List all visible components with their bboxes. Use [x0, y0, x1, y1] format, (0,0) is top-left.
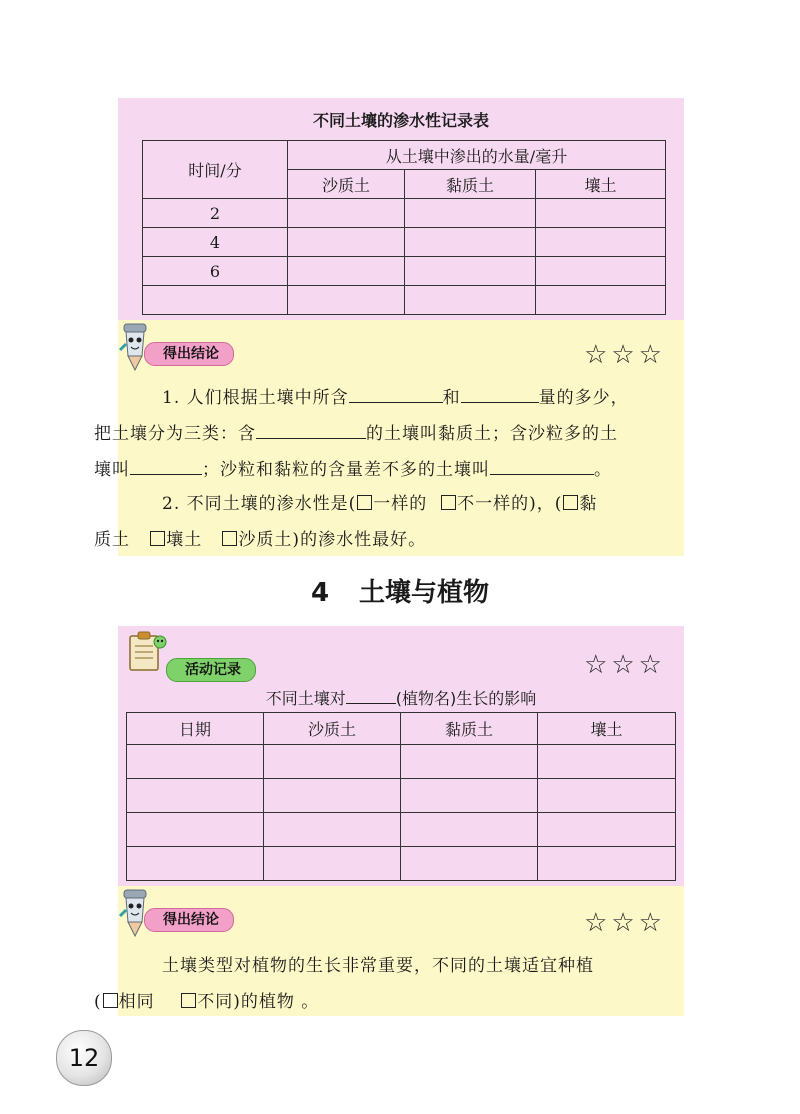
fill-blank[interactable] [490, 454, 594, 475]
data-cell[interactable] [288, 199, 405, 228]
text-run: 质土 [94, 530, 130, 550]
conclusion-section-1 [94, 320, 684, 556]
data-cell[interactable] [538, 847, 676, 881]
soil-header-loam: 壤土 [536, 170, 666, 199]
text-run: 黏 [579, 494, 598, 514]
rating-stars[interactable]: ☆☆☆ [584, 650, 666, 680]
fill-blank[interactable] [349, 382, 443, 403]
fill-blank[interactable] [461, 382, 539, 403]
text-run: 沙质土)的渗水性最好。 [238, 530, 427, 550]
text-run: 的土壤叫黏质土；含沙粒多的土 [366, 424, 618, 444]
checkbox[interactable] [150, 531, 165, 546]
data-cell[interactable] [264, 847, 401, 881]
data-cell[interactable] [127, 779, 264, 813]
table-title: 不同土壤的渗水性记录表 [312, 111, 489, 130]
text-run: 量的多少， [538, 388, 629, 408]
data-cell[interactable] [288, 286, 405, 315]
conclusion-paragraph-2 [94, 486, 674, 558]
time-cell: 6 [143, 257, 288, 286]
checkbox[interactable] [441, 495, 456, 510]
table-row [143, 257, 666, 286]
seepage-record-table [142, 140, 666, 315]
table-row [143, 199, 666, 228]
fill-blank[interactable] [256, 418, 366, 439]
activity-badge: 活动记录 [166, 658, 256, 682]
checkbox[interactable] [563, 495, 578, 510]
data-cell[interactable] [264, 813, 401, 847]
text-run: 不同)的植物 。 [197, 992, 320, 1012]
text-run: 壤叫 [94, 460, 130, 480]
text-run: 不同土壤对 [265, 689, 346, 708]
soil-header-clay: 黏质土 [405, 170, 536, 199]
conclusion-section-2 [94, 886, 684, 1016]
checkbox[interactable] [222, 531, 237, 546]
rating-stars[interactable]: ☆☆☆ [584, 340, 666, 370]
text-run: (植物名)生长的影响 [395, 689, 537, 708]
data-cell[interactable] [538, 745, 676, 779]
text-run: 把土壤分为三类：含 [94, 424, 256, 444]
time-header: 时间/分 [143, 141, 288, 199]
rating-stars[interactable]: ☆☆☆ [584, 908, 666, 938]
text-run: 相同 [118, 992, 155, 1012]
data-cell[interactable] [288, 228, 405, 257]
data-cell[interactable] [401, 813, 538, 847]
data-cell[interactable] [288, 257, 405, 286]
data-cell[interactable] [536, 228, 666, 257]
text-run: ( [94, 992, 102, 1012]
data-cell[interactable] [264, 745, 401, 779]
plant-name-blank[interactable] [346, 687, 396, 704]
table-row [127, 847, 676, 881]
data-cell[interactable] [127, 745, 264, 779]
text-run: 1. 人们根据土壤中所含 [162, 388, 349, 408]
date-header: 日期 [127, 713, 264, 745]
data-cell[interactable] [538, 813, 676, 847]
conclusion-badge: 得出结论 [144, 342, 234, 366]
seepage-record-section [118, 98, 684, 320]
data-cell[interactable] [536, 199, 666, 228]
section-heading [0, 572, 800, 609]
soil-header-clay: 黏质土 [401, 713, 538, 745]
page-number: 12 [56, 1030, 112, 1086]
text-run: 壤土 [166, 530, 203, 550]
table-row [127, 745, 676, 779]
activity-table-title [118, 686, 684, 709]
clipboard-mascot-icon [126, 630, 168, 674]
text-run: 一样的 [373, 494, 428, 514]
table-row [127, 813, 676, 847]
checkbox[interactable] [357, 495, 372, 510]
table-row [143, 286, 666, 315]
text-run: 土壤类型对植物的生长非常重要，不同的土壤适宜种植 [162, 956, 594, 976]
data-cell[interactable] [401, 779, 538, 813]
text-run: 。 [594, 460, 612, 480]
data-cell[interactable] [536, 286, 666, 315]
soil-header-loam: 壤土 [538, 713, 676, 745]
conclusion-paragraph [94, 948, 674, 1020]
time-cell: 4 [143, 228, 288, 257]
conclusion-badge-group [118, 894, 318, 938]
data-cell[interactable] [405, 257, 536, 286]
table-row [143, 228, 666, 257]
water-amount-header: 从土壤中渗出的水量/毫升 [288, 141, 666, 170]
data-cell[interactable] [127, 847, 264, 881]
section-number: 4 [310, 578, 330, 608]
text-run: ；沙粒和黏粒的含量差不多的土壤叫 [202, 460, 490, 480]
data-cell[interactable] [127, 813, 264, 847]
conclusion-paragraph-1 [94, 380, 674, 488]
data-cell[interactable] [536, 257, 666, 286]
activity-badge-group [118, 634, 318, 678]
activity-record-section [118, 626, 684, 886]
text-run: 不一样的)，( [457, 494, 563, 514]
text-run: 和 [442, 388, 461, 408]
conclusion-badge: 得出结论 [144, 908, 234, 932]
data-cell[interactable] [401, 847, 538, 881]
data-cell[interactable] [405, 286, 536, 315]
checkbox[interactable] [103, 993, 118, 1008]
soil-header-sandy: 沙质土 [288, 170, 405, 199]
fill-blank[interactable] [130, 454, 202, 475]
time-cell [143, 286, 288, 315]
time-cell: 2 [143, 199, 288, 228]
plant-growth-table [126, 712, 676, 881]
data-cell[interactable] [401, 745, 538, 779]
data-cell[interactable] [538, 779, 676, 813]
data-cell[interactable] [264, 779, 401, 813]
table-row [127, 779, 676, 813]
data-cell[interactable] [405, 199, 536, 228]
data-cell[interactable] [405, 228, 536, 257]
soil-header-sandy: 沙质土 [264, 713, 401, 745]
section-title: 土壤与植物 [359, 578, 490, 608]
checkbox[interactable] [181, 993, 196, 1008]
text-run: 2. 不同土壤的渗水性是( [162, 494, 357, 514]
conclusion-badge-group [118, 328, 318, 372]
